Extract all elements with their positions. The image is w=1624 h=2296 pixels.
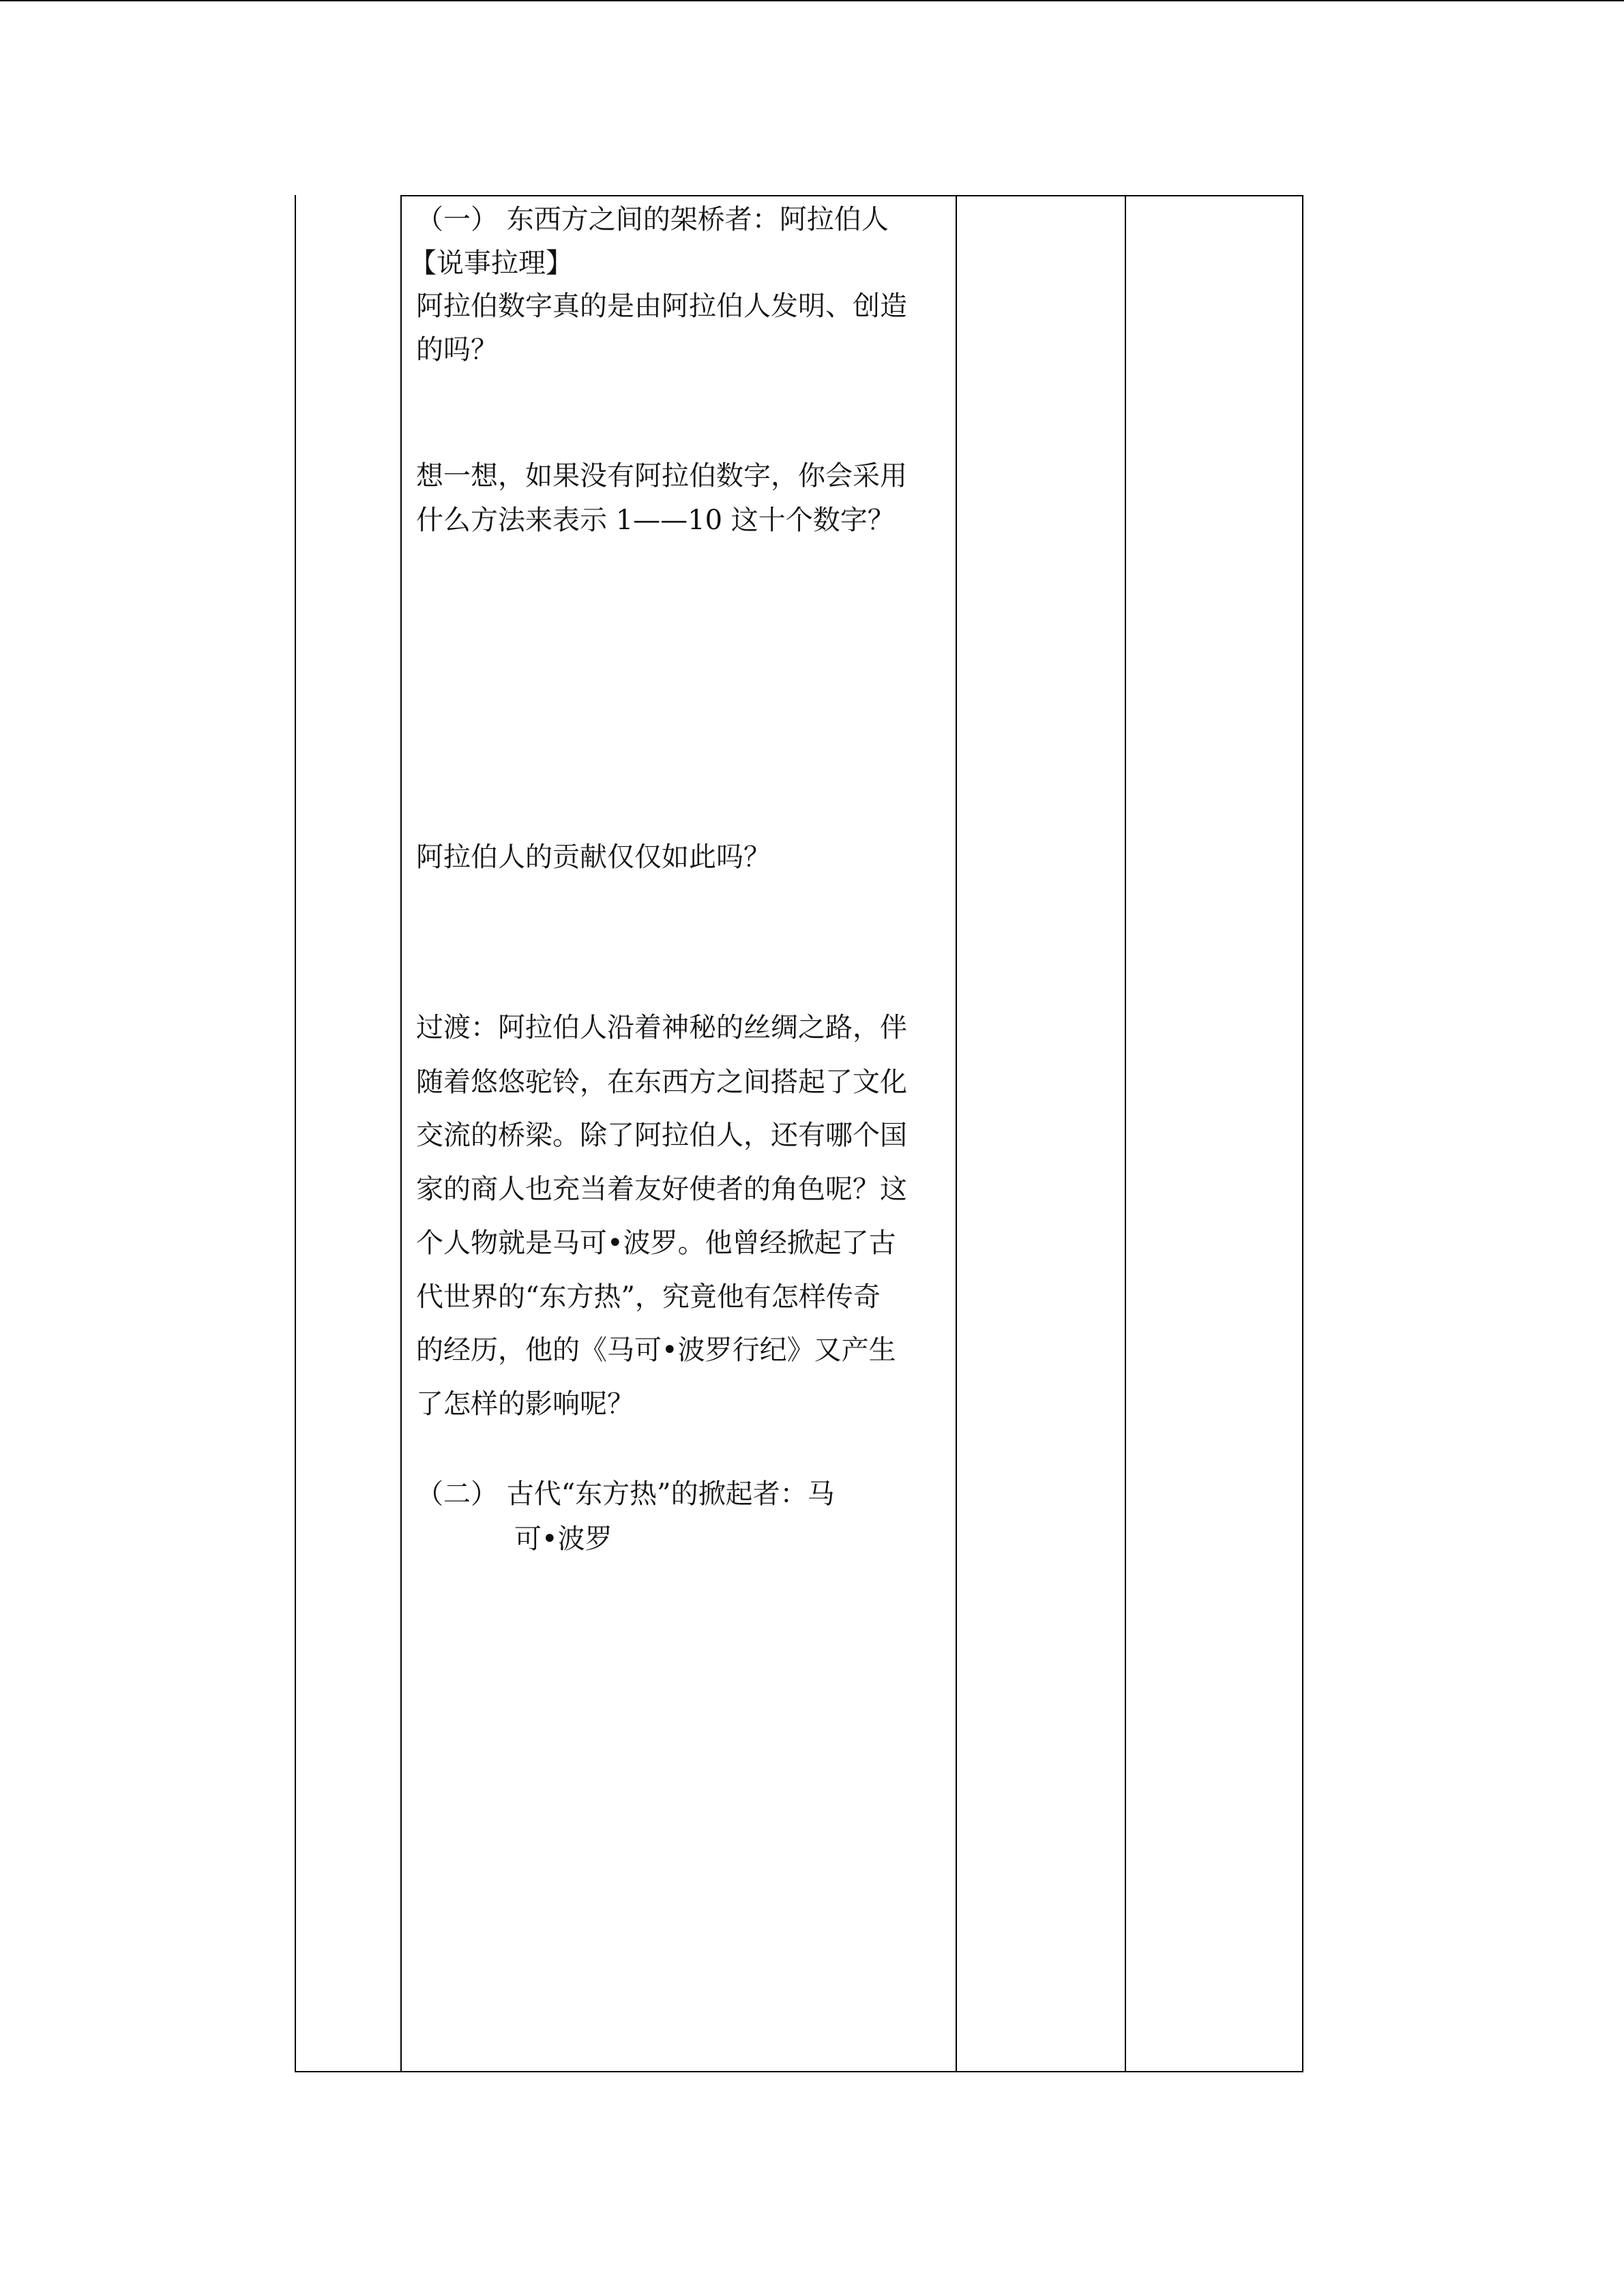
question-without-numerals-line: 什么方法来表示 1——10 这十个数字？ (416, 505, 895, 536)
transition-line: 的经历，他的《马可•波罗行纪》又产生 (416, 1335, 896, 1366)
question-without-numerals-line: 想一想，如果没有阿拉伯数字，你会采用 (416, 460, 907, 492)
section-two-title-continued: 可•波罗 (514, 1523, 612, 1555)
table-bottom-border (295, 2071, 1303, 2072)
question-arabic-origin-line: 的吗？ (416, 334, 498, 366)
column-divider-3 (956, 195, 957, 2072)
section-one-title: （一） 东西方之间的架桥者：阿拉伯人 (416, 204, 889, 235)
column-divider-2 (400, 195, 402, 2072)
column-divider-1 (295, 195, 296, 2072)
transition-line: 家的商人也充当着友好使者的角色呢？这 (416, 1174, 907, 1205)
transition-line: 过渡：阿拉伯人沿着神秘的丝绸之路，伴 (416, 1012, 907, 1043)
transition-line: 个人物就是马可•波罗。他曾经掀起了古 (416, 1227, 896, 1259)
section-two-title: （二） 古代“东方热”的掀起者：马 (416, 1478, 835, 1510)
question-contribution: 阿拉伯人的贡献仅仅如此吗？ (416, 841, 771, 873)
column-divider-4 (1125, 195, 1126, 2072)
story-heading: 【说事拉理】 (409, 248, 573, 279)
transition-line: 交流的桥梁。除了阿拉伯人，还有哪个国 (416, 1120, 907, 1151)
transition-line: 了怎样的影响呢？ (416, 1388, 634, 1420)
column-divider-5 (1302, 195, 1303, 2072)
transition-line: 随着悠悠驼铃，在东西方之间搭起了文化 (416, 1067, 907, 1098)
question-arabic-origin-line: 阿拉伯数字真的是由阿拉伯人发明、创造 (416, 290, 907, 322)
transition-line: 代世界的“东方热”，究竟他有怎样传奇 (416, 1281, 881, 1313)
